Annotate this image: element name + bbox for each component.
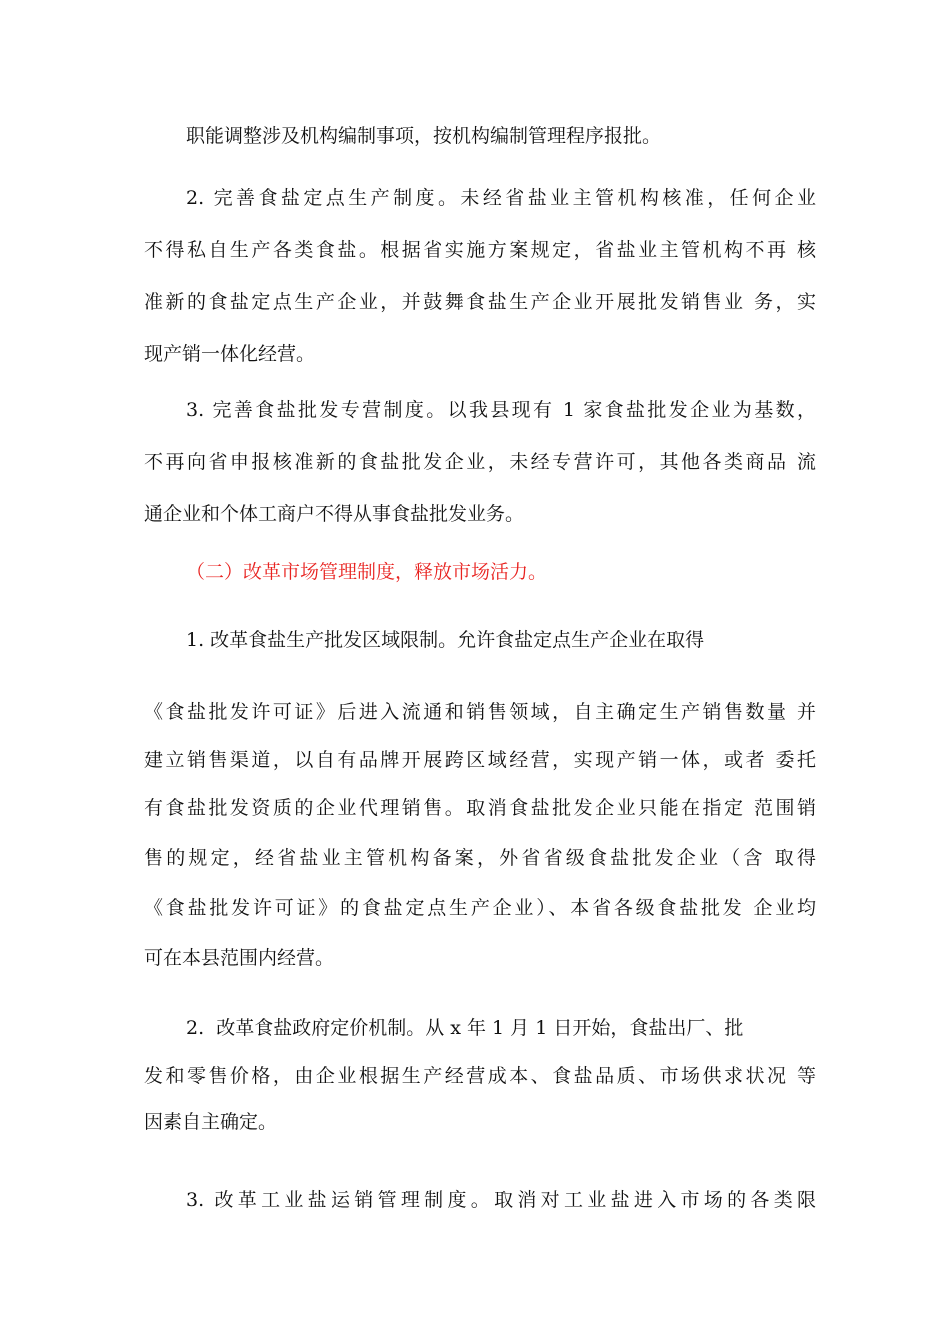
paragraph-line: 可在本县范围内经营。 — [144, 947, 335, 969]
paragraph-line: 建立销售渠道，以自有品牌开展跨区域经营，实现产销一体，或者 委托 — [144, 749, 816, 771]
paragraph-line: 3. 完善食盐批发专营制度。以我县现有 1 家食盐批发企业为基数， — [186, 399, 816, 421]
paragraph-line: 现产销一体化经营。 — [144, 343, 316, 365]
paragraph-line: 3. 改革工业盐运销管理制度。取消对工业盐进入市场的各类限 — [186, 1189, 816, 1211]
paragraph-line: 《食盐批发许可证》后进入流通和销售领域，自主确定生产销售数量 并 — [144, 701, 816, 723]
paragraph-line: 售的规定，经省盐业主管机构备案，外省省级食盐批发企业（含 取得 — [144, 847, 816, 869]
paragraph-line: 2. 完善食盐定点生产制度。未经省盐业主管机构核准，任何企业 — [186, 187, 816, 209]
paragraph-line: 职能调整涉及机构编制事项，按机构编制管理程序报批。 — [186, 125, 662, 147]
paragraph-line: 不得私自生产各类食盐。根据省实施方案规定，省盐业主管机构不再 核 — [144, 239, 816, 261]
paragraph-line: 准新的食盐定点生产企业，并鼓舞食盐生产企业开展批发销售业 务，实 — [144, 291, 816, 313]
paragraph-line: 发和零售价格，由企业根据生产经营成本、食盐品质、市场供求状况 等 — [144, 1065, 816, 1087]
paragraph-line: 有食盐批发资质的企业代理销售。取消食盐批发企业只能在指定 范围销 — [144, 797, 816, 819]
paragraph-line: 通企业和个体工商户不得从事食盐批发业务。 — [144, 503, 525, 525]
paragraph-line: 不再向省申报核准新的食盐批发企业，未经专营许可，其他各类商品 流 — [144, 451, 816, 473]
paragraph-line: 《食盐批发许可证》的食盐定点生产企业）、本省各级食盐批发 企业均 — [144, 897, 816, 919]
paragraph-line: 1. 改革食盐生产批发区域限制。允许食盐定点生产企业在取得 — [186, 629, 705, 651]
paragraph-line: 2. 改革食盐政府定价机制。从 x 年 1 月 1 日开始，食盐出厂、批 — [186, 1017, 744, 1039]
section-heading: （二）改革市场管理制度，释放市场活力。 — [186, 561, 548, 583]
paragraph-line: 因素自主确定。 — [144, 1111, 278, 1133]
